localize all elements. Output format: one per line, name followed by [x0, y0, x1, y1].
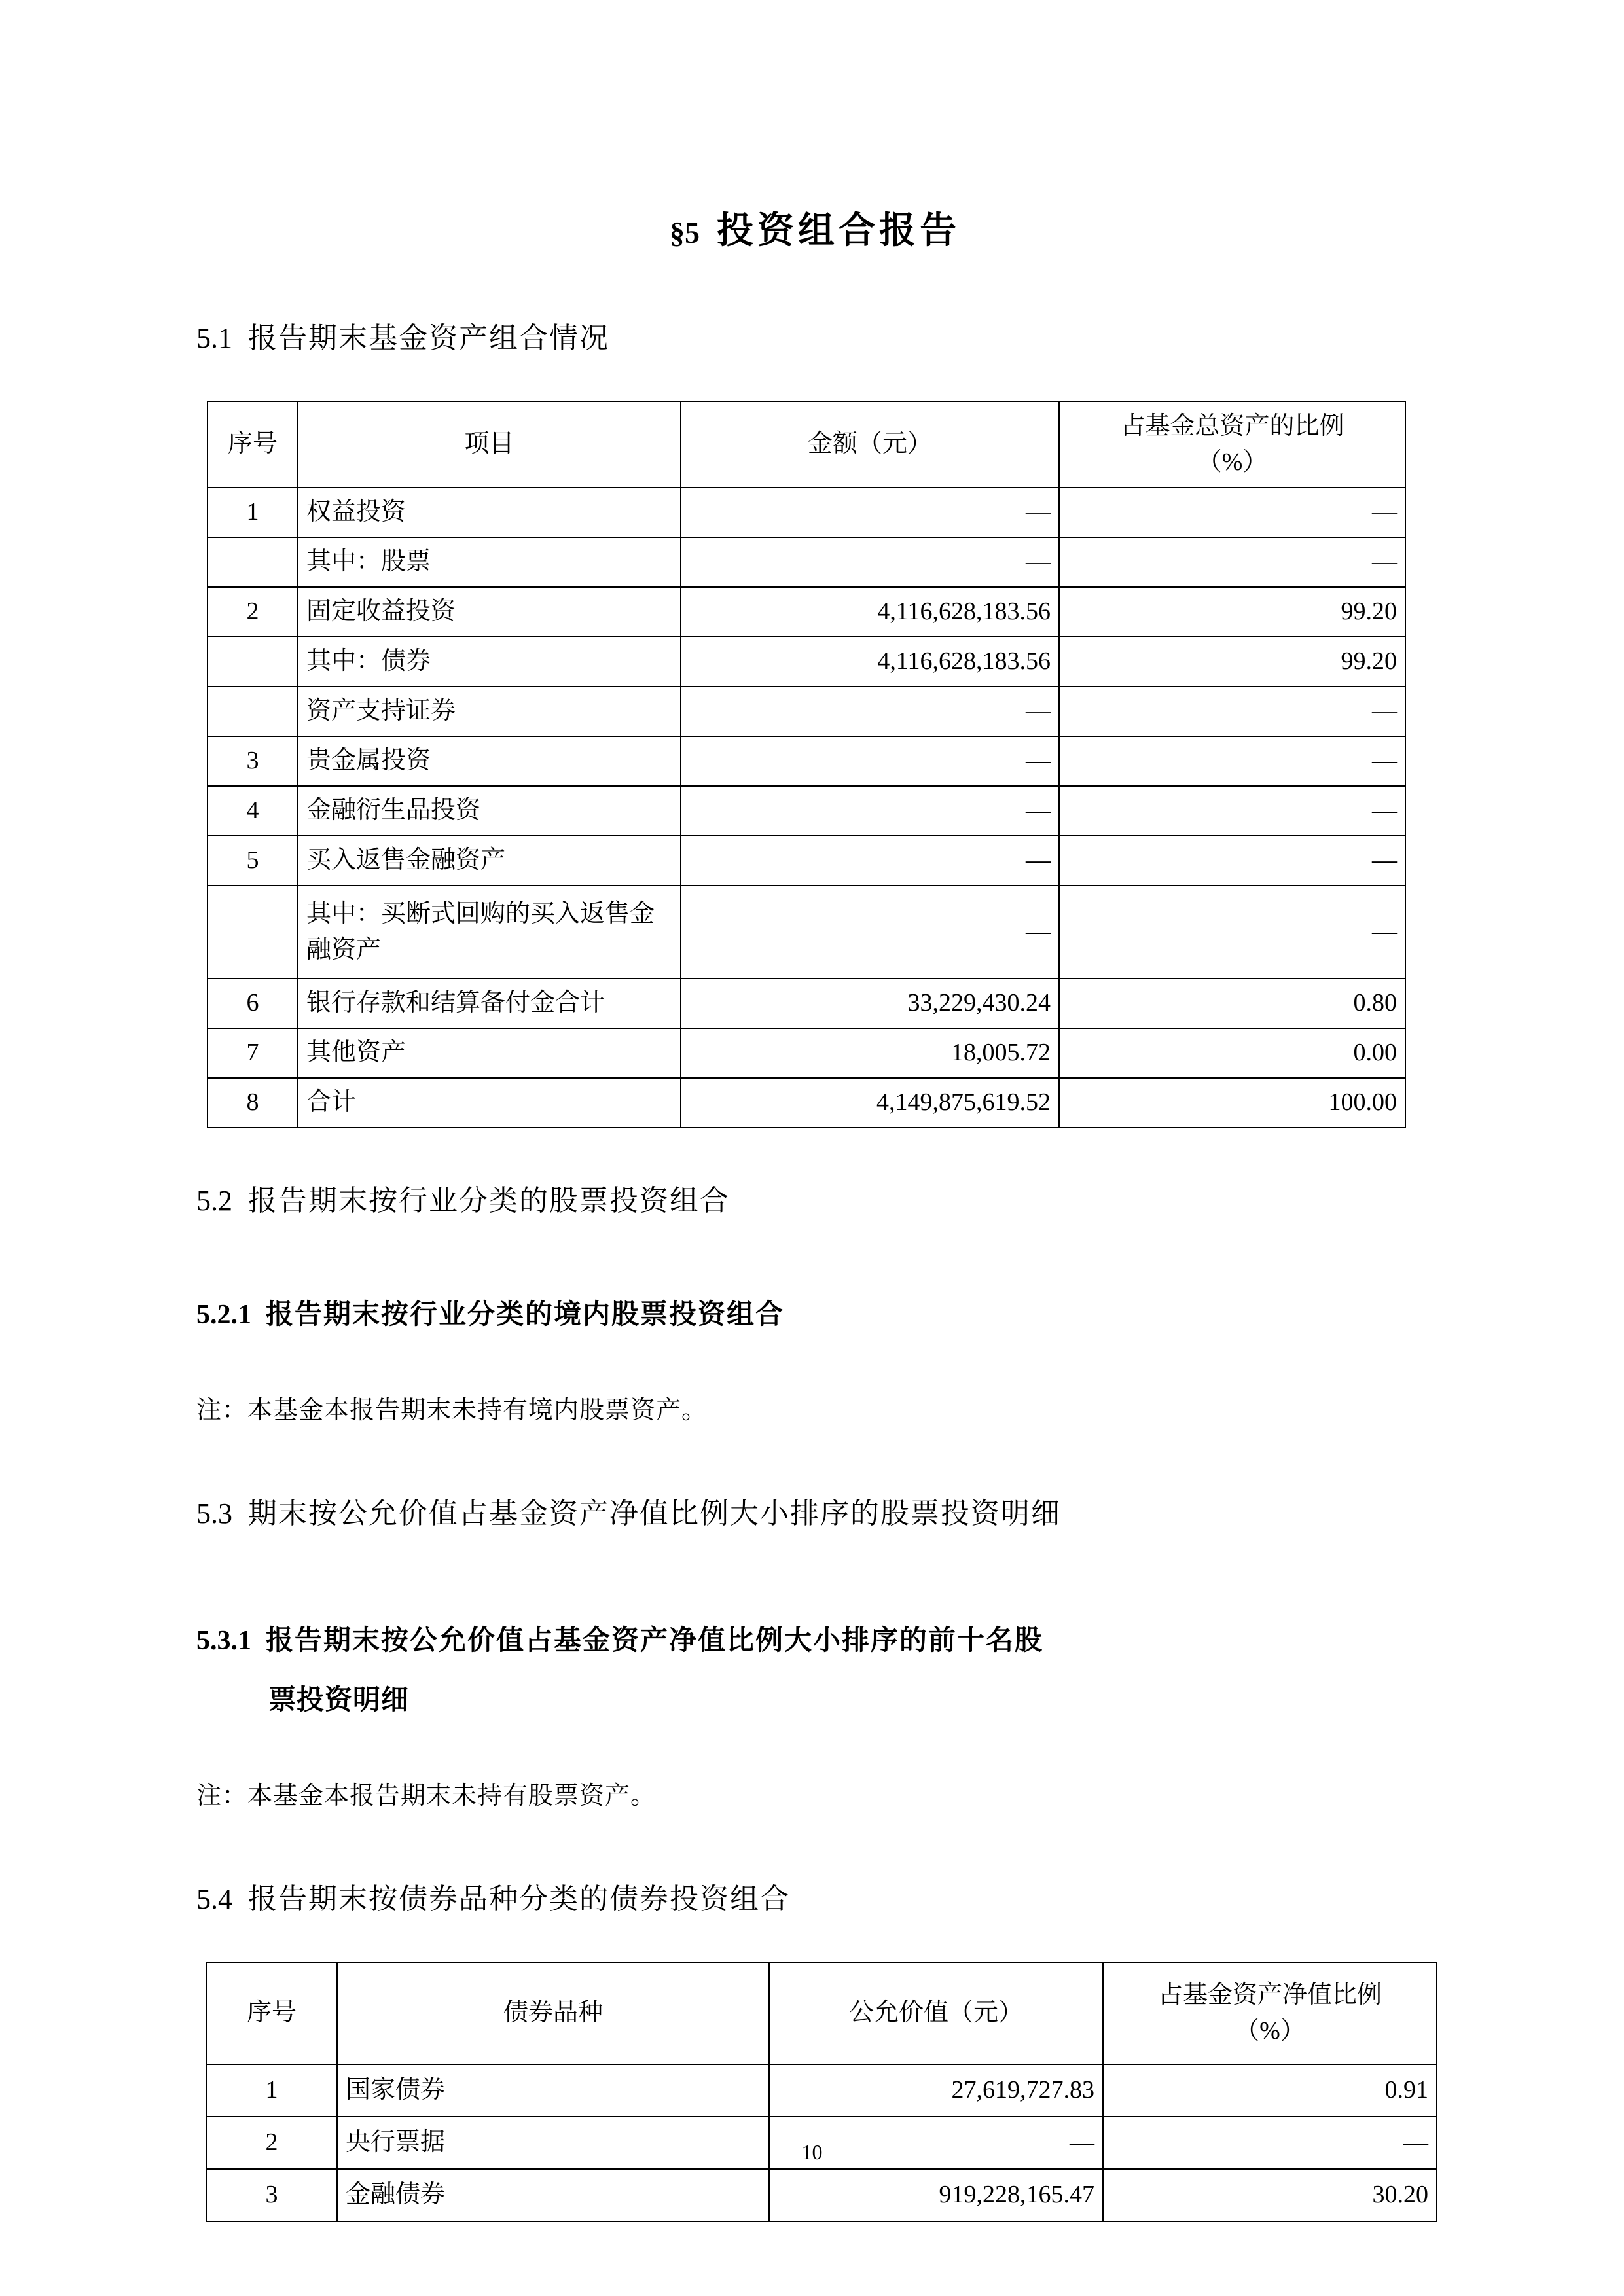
column-header-ratio-line1: 占基金资产净值比例 — [1157, 1981, 1382, 2009]
cell-amount: — — [681, 786, 1059, 836]
cell-ratio: — — [1059, 537, 1405, 587]
table-header-row — [208, 401, 1405, 488]
cell-amount: 4,116,628,183.56 — [681, 637, 1059, 687]
heading-5-3-1-text-line2: 票投资明细 — [268, 1685, 410, 1715]
heading-5-3-number: 5.3 — [196, 1498, 232, 1530]
cell-no — [208, 637, 298, 687]
table-row — [208, 687, 1405, 736]
cell-amount: 4,116,628,183.56 — [681, 587, 1059, 637]
cell-amount: — — [681, 886, 1059, 978]
cell-amount: — — [681, 736, 1059, 786]
cell-ratio: — — [1059, 736, 1405, 786]
note-no-domestic-stock: 注：本基金本报告期末未持有境内股票资产。 — [196, 1397, 708, 1424]
heading-5-1-number: 5.1 — [196, 322, 232, 354]
column-header-ratio — [1103, 1962, 1437, 2064]
column-header-no: 序号 — [206, 1962, 337, 2064]
cell-item: 其中：债券 — [298, 637, 681, 687]
column-header-item: 债券品种 — [337, 1962, 769, 2064]
table-row — [208, 836, 1405, 886]
table-row — [208, 978, 1405, 1028]
page-title-text: 投资组合报告 — [717, 211, 960, 251]
heading-5-2 — [196, 1179, 1434, 1223]
table-row — [208, 637, 1405, 687]
heading-5-2-1-text: 报告期末按行业分类的境内股票投资组合 — [266, 1300, 785, 1330]
heading-5-3 — [196, 1492, 1434, 1535]
asset-composition-table — [207, 401, 1406, 1128]
cell-amount: 919,228,165.47 — [769, 2169, 1103, 2221]
heading-5-2-1 — [196, 1295, 1434, 1336]
column-header-item: 项目 — [298, 401, 681, 488]
cell-ratio: 0.80 — [1059, 978, 1405, 1028]
cell-item: 固定收益投资 — [298, 587, 681, 637]
table-row — [208, 786, 1405, 836]
table-row — [208, 736, 1405, 786]
page-number: 10 — [801, 2140, 823, 2164]
table-row — [208, 886, 1405, 978]
cell-no: 4 — [208, 786, 298, 836]
heading-5-3-text: 期末按公允价值占基金资产净值比例大小排序的股票投资明细 — [248, 1498, 1061, 1530]
cell-no: 2 — [206, 2117, 337, 2169]
cell-no: 1 — [206, 2064, 337, 2117]
cell-amount: — — [681, 537, 1059, 587]
table-header-row — [206, 1962, 1437, 2064]
column-header-no: 序号 — [208, 401, 298, 488]
note-no-stock: 注：本基金本报告期末未持有股票资产。 — [196, 1782, 657, 1810]
cell-item: 金融衍生品投资 — [298, 786, 681, 836]
cell-no: 1 — [208, 488, 298, 537]
cell-no: 3 — [206, 2169, 337, 2221]
cell-no: 2 — [208, 587, 298, 637]
cell-item: 权益投资 — [298, 488, 681, 537]
cell-no — [208, 886, 298, 978]
cell-amount: 27,619,727.83 — [769, 2064, 1103, 2117]
table-row — [208, 1028, 1405, 1078]
cell-item: 金融债券 — [337, 2169, 769, 2221]
cell-item: 资产支持证券 — [298, 687, 681, 736]
cell-item: 国家债券 — [337, 2064, 769, 2117]
cell-no: 8 — [208, 1078, 298, 1128]
cell-ratio: 99.20 — [1059, 637, 1405, 687]
cell-ratio: — — [1059, 687, 1405, 736]
cell-ratio: — — [1059, 488, 1405, 537]
cell-item: 其中：买断式回购的买入返售金融资产 — [298, 886, 681, 978]
heading-5-4 — [196, 1878, 1434, 1921]
column-header-ratio-line1: 占基金总资产的比例 — [1120, 412, 1344, 440]
cell-amount: — — [681, 836, 1059, 886]
heading-5-2-number: 5.2 — [196, 1185, 232, 1217]
cell-ratio: — — [1059, 886, 1405, 978]
cell-no: 6 — [208, 978, 298, 1028]
table-row — [208, 587, 1405, 637]
table-row — [206, 2064, 1437, 2117]
cell-amount: — — [681, 488, 1059, 537]
cell-item: 贵金属投资 — [298, 736, 681, 786]
heading-5-3-1 — [196, 1621, 1434, 1721]
heading-5-1 — [196, 317, 1434, 360]
heading-5-3-1-number: 5.3.1 — [196, 1626, 251, 1656]
table-row — [208, 537, 1405, 587]
column-header-amount: 金额（元） — [681, 401, 1059, 488]
cell-ratio: — — [1059, 836, 1405, 886]
column-header-amount: 公允价值（元） — [769, 1962, 1103, 2064]
cell-item: 央行票据 — [337, 2117, 769, 2169]
heading-5-4-number: 5.4 — [196, 1883, 232, 1915]
table-row — [208, 488, 1405, 537]
cell-item: 银行存款和结算备付金合计 — [298, 978, 681, 1028]
column-header-ratio — [1059, 401, 1405, 488]
cell-item: 其他资产 — [298, 1028, 681, 1078]
cell-no: 7 — [208, 1028, 298, 1078]
cell-no — [208, 687, 298, 736]
cell-item: 买入返售金融资产 — [298, 836, 681, 886]
cell-amount: 33,229,430.24 — [681, 978, 1059, 1028]
column-header-ratio-line2: （%） — [1235, 2017, 1305, 2045]
cell-no — [208, 537, 298, 587]
cell-item: 其中：股票 — [298, 537, 681, 587]
heading-5-3-1-text-line1: 报告期末按公允价值占基金资产净值比例大小排序的前十名股 — [266, 1626, 1044, 1656]
section-symbol: §5 — [670, 216, 700, 249]
cell-ratio: 99.20 — [1059, 587, 1405, 637]
cell-amount: — — [769, 2117, 1103, 2169]
page-content — [196, 0, 1434, 2222]
cell-amount: 4,149,875,619.52 — [681, 1078, 1059, 1128]
table-row — [208, 1078, 1405, 1128]
cell-ratio: 0.91 — [1103, 2064, 1437, 2117]
cell-ratio: 100.00 — [1059, 1078, 1405, 1128]
page-title — [196, 0, 1434, 254]
cell-ratio: — — [1059, 786, 1405, 836]
cell-ratio: 0.00 — [1059, 1028, 1405, 1078]
cell-no: 5 — [208, 836, 298, 886]
cell-ratio: 30.20 — [1103, 2169, 1437, 2221]
column-header-ratio-line2: （%） — [1197, 448, 1268, 476]
heading-5-4-text: 报告期末按债券品种分类的债券投资组合 — [248, 1883, 790, 1915]
heading-5-1-text: 报告期末基金资产组合情况 — [248, 322, 609, 354]
cell-item: 合计 — [298, 1078, 681, 1128]
bond-composition-table — [206, 1962, 1437, 2222]
cell-ratio: — — [1103, 2117, 1437, 2169]
table-row — [206, 2169, 1437, 2221]
heading-5-2-1-number: 5.2.1 — [196, 1300, 251, 1330]
cell-no: 3 — [208, 736, 298, 786]
heading-5-2-text: 报告期末按行业分类的股票投资组合 — [248, 1185, 730, 1217]
cell-amount: — — [681, 687, 1059, 736]
cell-amount: 18,005.72 — [681, 1028, 1059, 1078]
